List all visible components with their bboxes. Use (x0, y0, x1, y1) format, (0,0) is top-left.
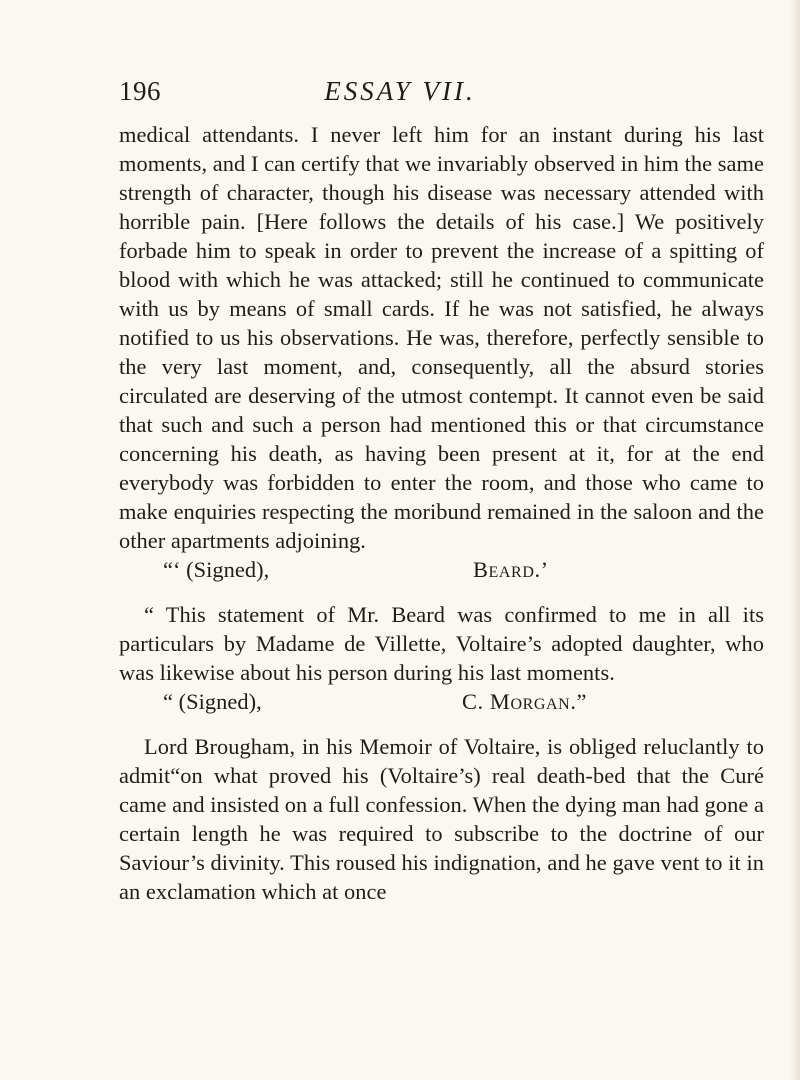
signature-line-morgan (119, 687, 764, 716)
signed-label: “ (Signed), (163, 689, 262, 714)
paragraph-spacer (119, 584, 764, 600)
running-title: ESSAY VII. (324, 76, 476, 106)
page-edge-shadow (791, 0, 800, 1080)
signatory-name: C. Morgan.” (462, 689, 588, 714)
body-text (119, 120, 764, 906)
signatory-name: Beard.’ (473, 557, 549, 582)
paragraph-spacer (119, 716, 764, 732)
paragraph-beard-statement: medical attendants. I never left him for an instant during his last moments, and I can certify that we invariably observed in him the same strength of character, though his disease was necessary attended with horrible pain. [Here follows the details of his case.] We positively forbade him to speak in order to prevent the increase of a spitting of blood with which he was attacked; still he continued to communicate with us by means of small cards. If he was not satisfied, he always notified to us his observations. He was, therefore, perfectly sensible to the very last moment, and, consequently, all the absurd stories circulated are deserving of the utmost contempt. It cannot even be said that such and such a person had mentioned this or that circumstance concerning his death, as having been present at it, for at the end everybody was forbidden to enter the room, and those who came to make enquiries respecting the moribund remained in the saloon and the other apartments adjoining. (119, 122, 764, 553)
paragraph-morgan-statement: “ This statement of Mr. Beard was confirmed to me in all its particulars by Madame de Villette, Voltaire’s adopted daughter, who was likewise about his person during his last moments. (119, 602, 764, 685)
page-number: 196 (119, 76, 161, 106)
signature-line-beard (119, 555, 764, 584)
paragraph-brougham: Lord Brougham, in his Memoir of Voltaire, is obliged reluclantly to admit“on what proved his (Voltaire’s) real death-bed that the Curé came and insisted on a full confession. When the dying man had gone a certain length he was required to subscribe to the doctrine of our Saviour’s divinity. This roused his indignation, and he gave vent to it in an exclamation which at once (119, 734, 764, 904)
running-head (0, 74, 800, 114)
signed-label: “‘ (Signed), (163, 557, 270, 582)
